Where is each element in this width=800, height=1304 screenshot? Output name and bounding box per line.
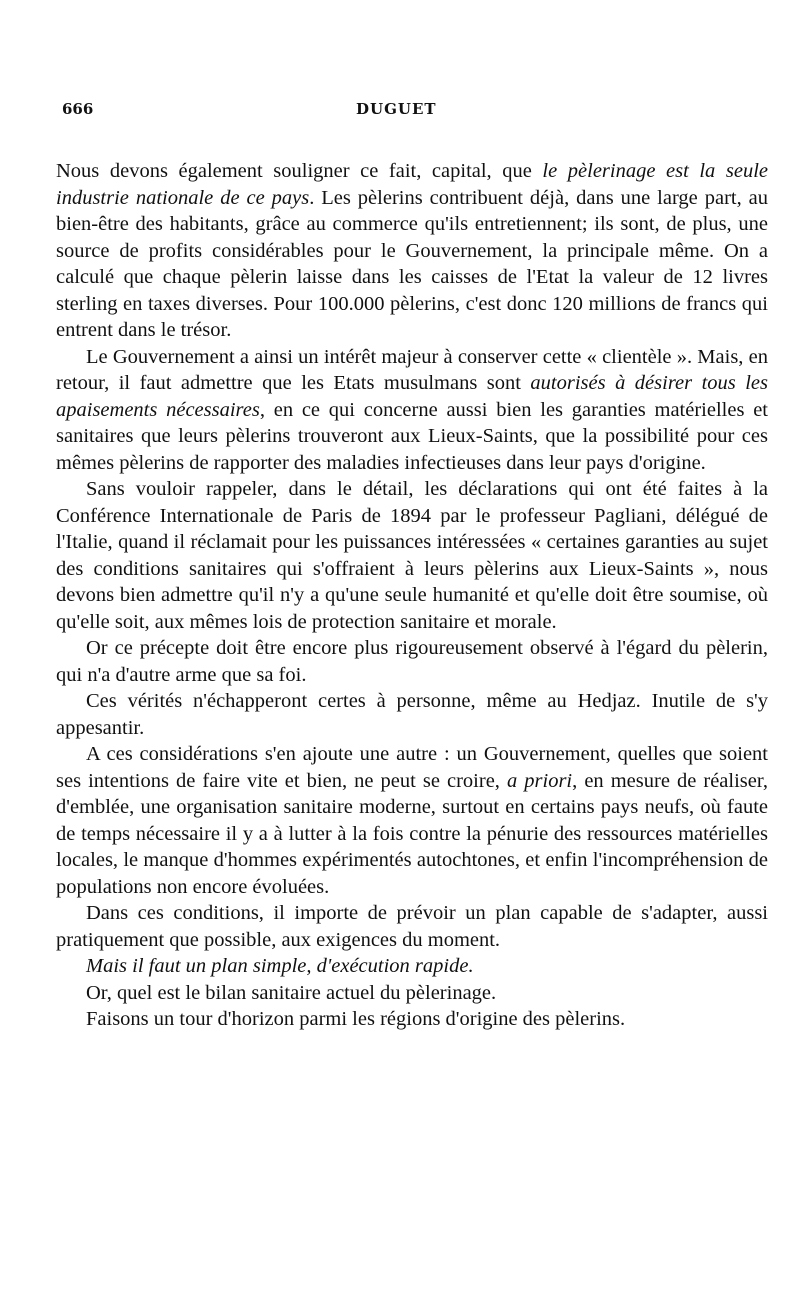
body-text (56, 158, 768, 1033)
running-head: DUGUET (356, 100, 437, 118)
paragraph-9: Or, quel est le bilan sanitaire actuel du pèlerinage. (86, 981, 497, 1004)
paragraph-7: Dans ces conditions, il importe de prévoir un plan capable de s'adapter, aussi pratiquement que possible, aux exigences du moment. (56, 902, 768, 951)
page-header (56, 100, 768, 136)
emphasis: le pèlerinage est la seule industrie nationale de ce pays (56, 160, 768, 209)
paragraph-3: Sans vouloir rappeler, dans le détail, les déclarations qui ont été faites à la Conférence Internationale de Paris de 1894 par le professeur Pagliani, délégué de l'Italie, quand il réclamait pour les puissances intéressées « certaines garanties au sujet des conditions sanitaires qui s'offraient à leurs pèlerins aux Lieux-Saints », nous devons bien admettre qu'il n'y a qu'une seule humanité et qu'elle doit être soumise, où qu'elle soit, aux mêmes lois de protection sanitaire et morale. (56, 478, 768, 633)
paragraph-2: Le Gouvernement a ainsi un intérêt majeur à conserver cette « clientèle ». Mais, en retour, il faut admettre que les Etats musulmans sont autorisés à désirer tous les apaisements nécessaires, en ce qui concerne aussi bien les garanties matérielles et sanitaires que leurs pèlerins trouveront aux Lieux-Saints, que la possibilité pour ces mêmes pèlerins de rapporter des maladies infectieuses dans leur pays d'origine. (56, 345, 769, 474)
paragraph-4: Or ce précepte doit être encore plus rigoureusement observé à l'égard du pèlerin, qui n'a d'autre arme que sa foi. (56, 637, 768, 686)
paragraph-10: Faisons un tour d'horizon parmi les régions d'origine des pèlerins. (86, 1008, 626, 1030)
page-number: 666 (62, 100, 94, 118)
emphasis: a priori (506, 769, 573, 792)
paragraph-1: Nous devons également souligner ce fait, capital, que le pèlerinage est la seule industrie nationale de ce pays. Les pèlerins contribuent déjà, dans une large part, au bien-être des habitants, grâce au commerce qu'ils entretiennent; ils sont, de plus, une source de profits considérables pour le Gouvernement, la principale même. On a calculé que chaque pèlerin laisse dans les caisses de l'Etat la valeur de 12 livres sterling en taxes diverses. Pour 100.000 pèlerins, c'est donc 120 millions de francs qui entrent dans le trésor. (56, 160, 768, 341)
emphasis: autorisés à désirer tous les apaisements nécessaires (56, 372, 769, 421)
book-page (56, 100, 768, 1033)
paragraph-5: Ces vérités n'échapperont certes à personne, même au Hedjaz. Inutile de s'y appesantir. (56, 690, 768, 739)
paragraph-6: A ces considérations s'en ajoute une autre : un Gouvernement, quelles que soient ses intentions de faire vite et bien, ne peut se croire, a priori, en mesure de réaliser, d'emblée, une organisation sanitaire moderne, surtout en certains pays neufs, où faute de temps nécessaire il y a à lutter à la fois contre la pénurie des ressources matérielles locales, le manque d'hommes expérimentés autochtones, et enfin l'incompréhension de populations non encore évoluées. (56, 743, 768, 898)
paragraph-8 (56, 953, 768, 980)
emphasis: Mais il faut un plan simple, d'exécution rapide. (86, 955, 474, 977)
